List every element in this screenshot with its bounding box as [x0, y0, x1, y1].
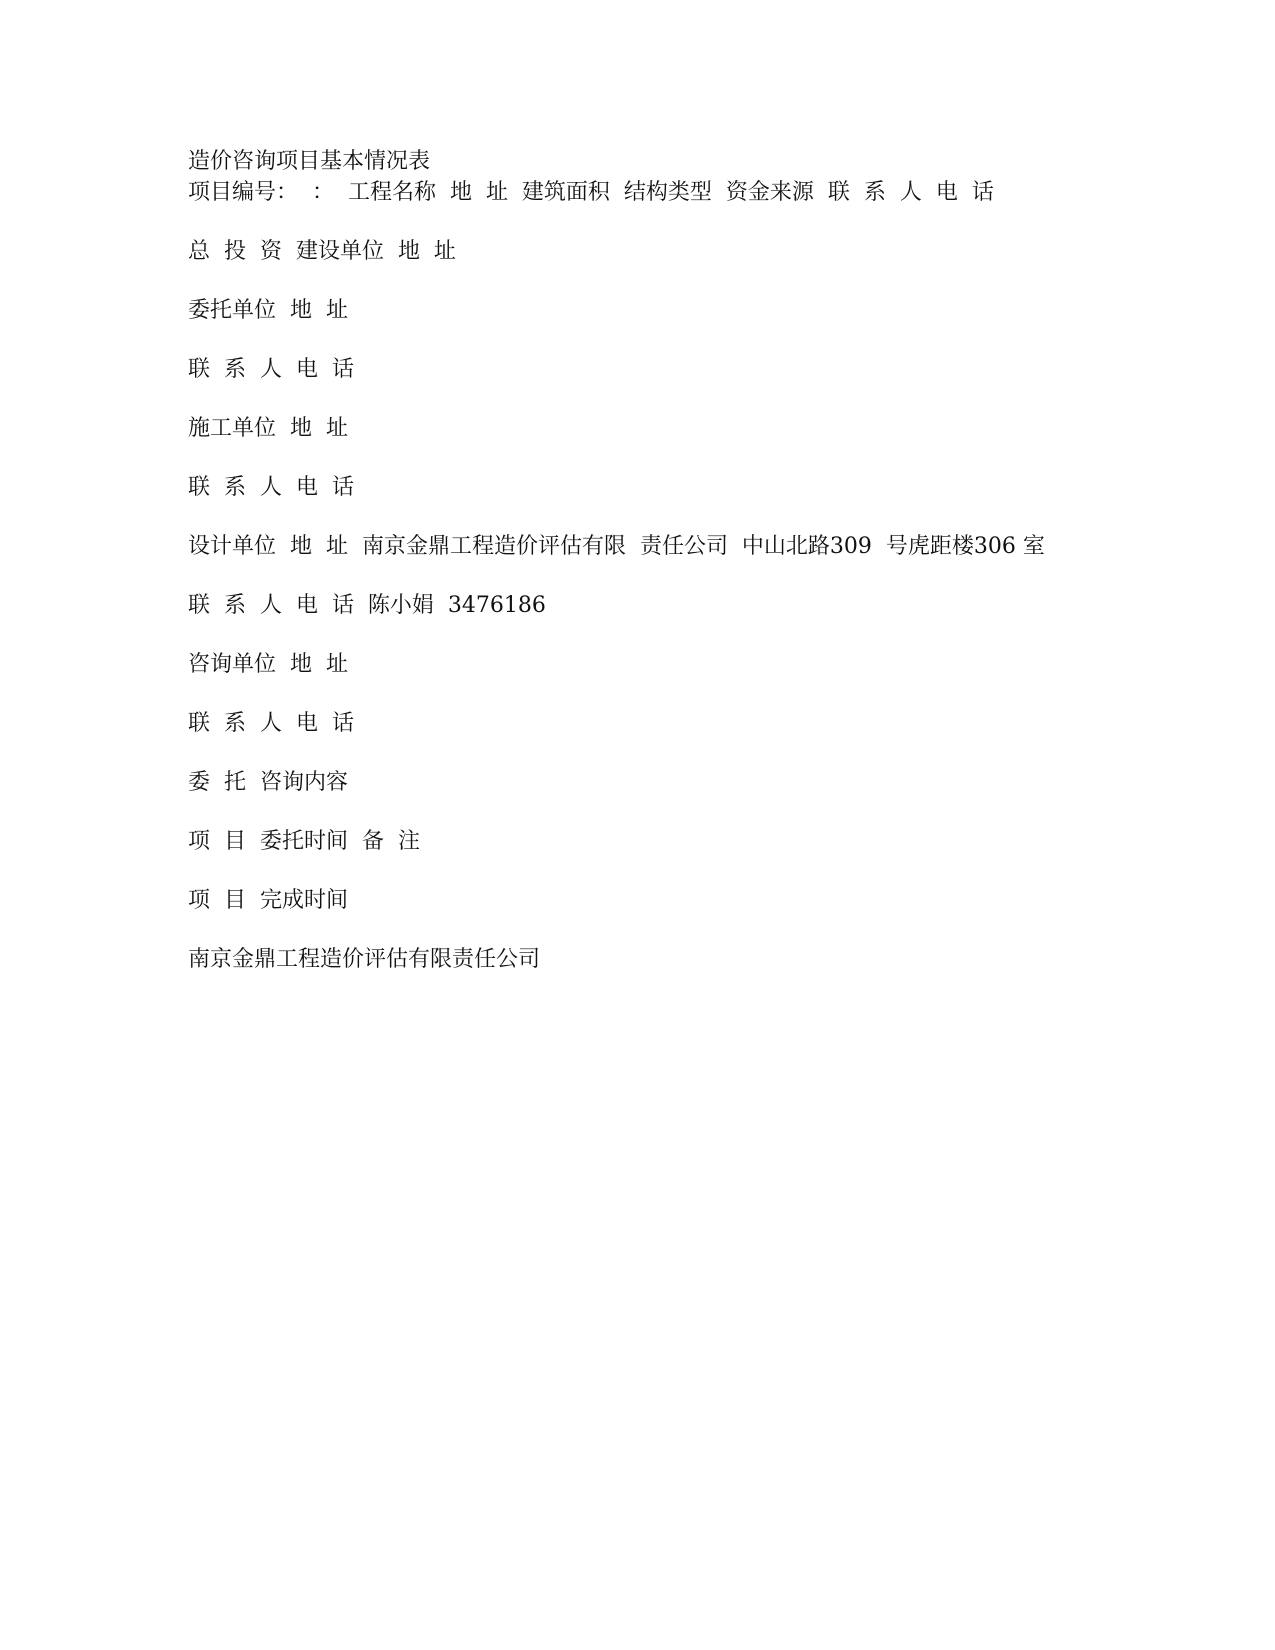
text-line-client-contact: 联 系 人 电 话 [188, 357, 354, 382]
text-line-total-investment: 总 投 资 建设单位 地 址 [188, 239, 456, 264]
company-name: 南京金鼎工程造价评估有限责任公司 [188, 947, 541, 972]
text-line-project-header: 项目编号： ： 工程名称 地 址 建筑面积 结构类型 资金来源 联 系 人 电 话 [188, 180, 994, 205]
text-line-design-contact: 联 系 人 电 话 陈小娟 3476186 [188, 593, 546, 618]
text-line-commission-time: 项 目 委托时间 备 注 [188, 829, 420, 854]
document-title: 造价咨询项目基本情况表 [188, 149, 431, 174]
text-line-construction-unit: 施工单位 地 址 [188, 416, 348, 441]
text-line-client-unit: 委托单位 地 址 [188, 298, 348, 323]
text-line-consulting-unit: 咨询单位 地 址 [188, 652, 348, 677]
text-line-consulting-contact: 联 系 人 电 话 [188, 711, 354, 736]
text-line-design-unit: 设计单位 地 址 南京金鼎工程造价评估有限 责任公司 中山北路309 号虎距楼306 室 [188, 534, 1045, 559]
text-line-completion-time: 项 目 完成时间 [188, 888, 348, 913]
text-line-consulting-content: 委 托 咨询内容 [188, 770, 348, 795]
text-line-construction-contact: 联 系 人 电 话 [188, 475, 354, 500]
document-body [188, 146, 1088, 975]
